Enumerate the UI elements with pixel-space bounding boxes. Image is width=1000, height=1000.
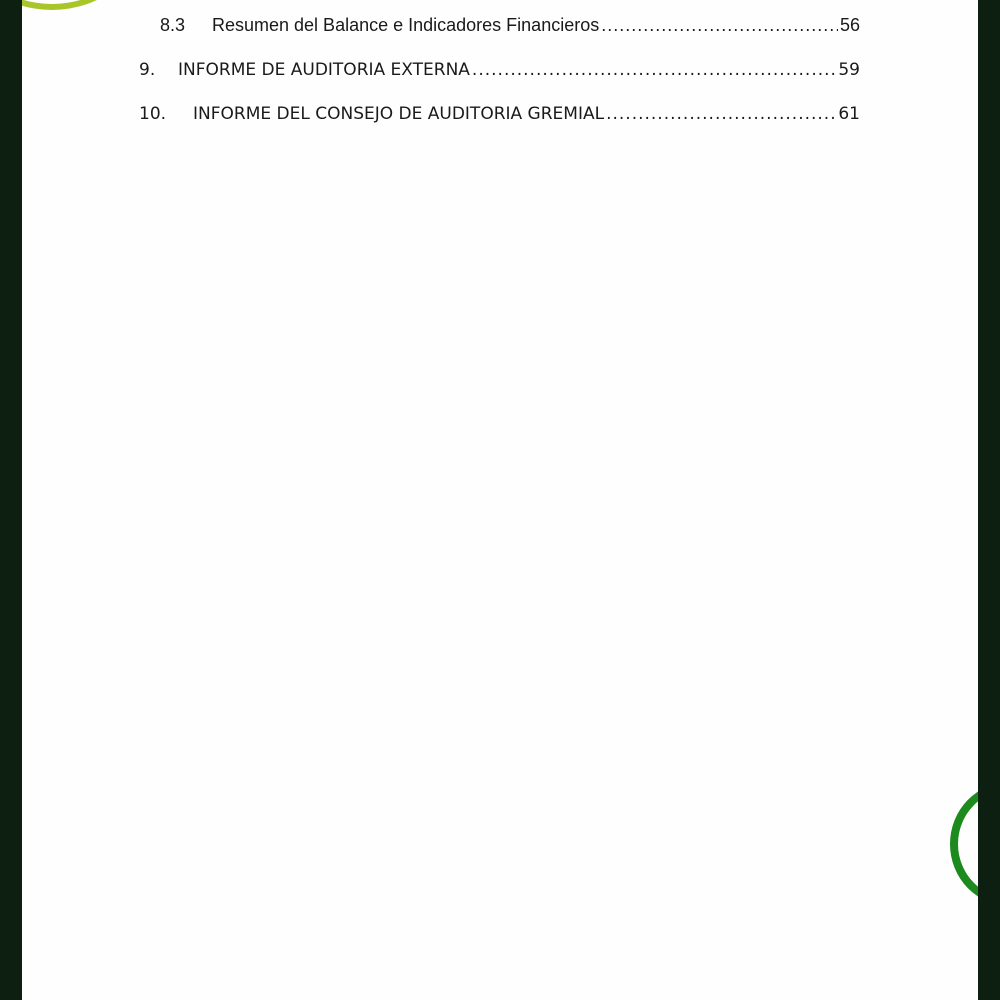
toc-leader-dots bbox=[472, 60, 836, 80]
toc-leader-dots bbox=[601, 15, 838, 36]
document-page bbox=[22, 0, 978, 1000]
toc-entry-number: 8.3 bbox=[160, 15, 186, 35]
decorative-circle-right bbox=[950, 782, 978, 906]
toc-entry[interactable] bbox=[139, 104, 860, 124]
toc-entry-page: 59 bbox=[838, 60, 860, 80]
toc-entry[interactable] bbox=[139, 60, 860, 80]
toc-leader-dots bbox=[606, 104, 836, 124]
toc-entry-title: INFORME DEL CONSEJO DE AUDITORIA GREMIAL bbox=[193, 104, 605, 124]
toc-entry-number: 9. bbox=[139, 60, 156, 80]
toc-entry[interactable] bbox=[160, 15, 860, 36]
toc-entry-number: 10. bbox=[139, 104, 167, 124]
right-border bbox=[978, 0, 1000, 1000]
toc-entry-title: INFORME DE AUDITORIA EXTERNA bbox=[178, 60, 470, 80]
toc-entry-page: 56 bbox=[839, 15, 860, 35]
decorative-circle-top bbox=[22, 0, 142, 10]
left-border bbox=[0, 0, 22, 1000]
toc-entry-title: Resumen del Balance e Indicadores Financieros bbox=[212, 15, 600, 35]
toc-entry-page: 61 bbox=[838, 104, 860, 124]
